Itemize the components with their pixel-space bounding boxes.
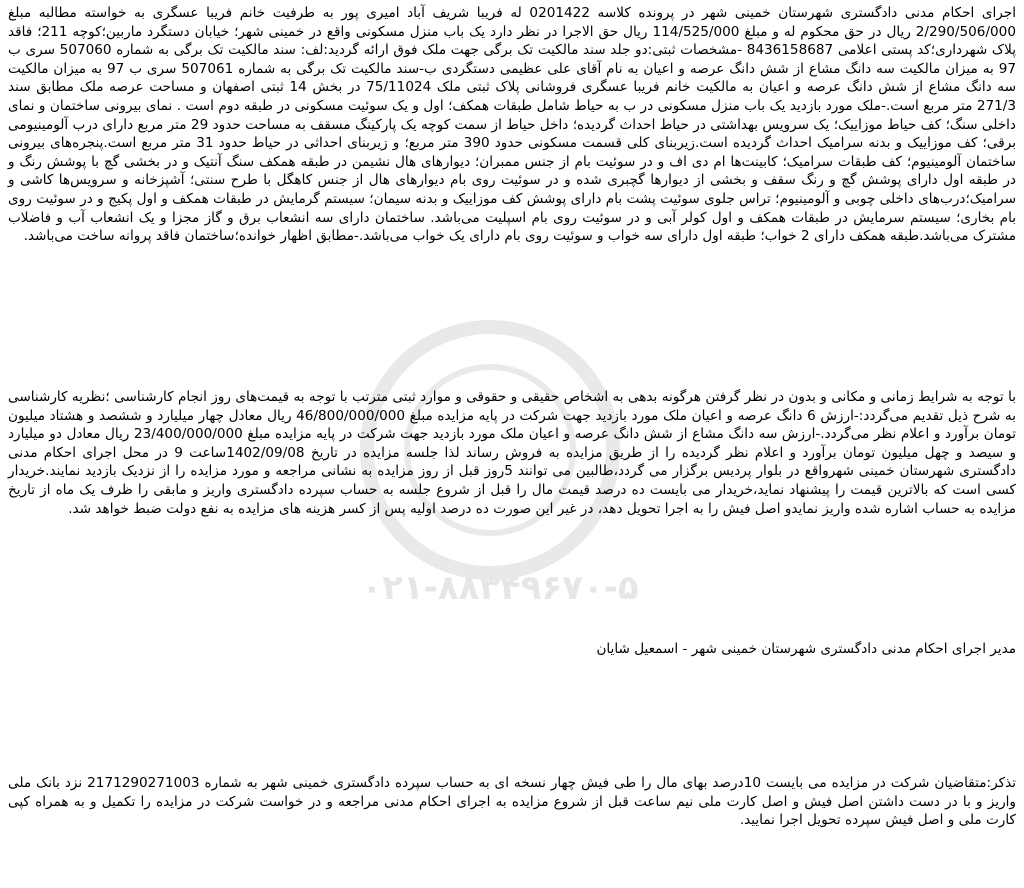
auction-description-paragraph: اجرای احکام مدنی دادگستری شهرستان خمینی شهر در پرونده کلاسه 0201422 له فریبا شریف آباد امیری پور به طرفیت خانم فریبا عسگری به خواسته مطالبه مبلغ 2/290/506/000 ریال در حق محکوم له و مبلغ 114/525/000 ریال حق الاجرا در نظر دارد یک باب منزل مسکونی واقع در خمینی شهر؛ خیابان دستگرد ماربین؛کوچه 211؛ فاقد پلاک شهرداری؛کد پستی اعلامی 8436158687 -مشخصات ثبتی:دو جلد سند مالکیت تک برگی جهت ملک فوق ارائه گردید:لف: سند مالکیت تک برگی به شماره 507060 سری ب 97 به میزان مالکیت سه دانگ مشاع از شش دانگ عرصه و اعیان به نام آقای علی عظیمی دستگردی ب-سند مالکیت تک برگی به شماره 507061 سری ب 97 به میزان مالکیت سه دانگ مشاع از شش دانگ عرصه و اعیان به مالکیت خانم فریبا عسگری فروشانی پلاک ثبتی ملک 75/11024 در بخش 14 ثبتی اصفهان و مساحت عرصه ملک مطابق سند 271/3 متر مربع است.-ملک مورد بازدید یک باب منزل مسکونی در ب به حیاط شامل طبقات همکف؛ اول و یک سوئیت مسکونی در طبقه دوم است . نمای بیرونی ساختمان و نمای داخلی سنگ؛ کف حیاط موزاییک؛ یک سرویس بهداشتی در حیاط احداث گردیده؛ داخل حیاط از سمت کوچه یک پارکینگ مسقف به مساحت حدود 29 متر مربع دارای درب آلومینیومی برقی؛ کف موزاییک و بدنه سرامیک احداث گردیده است.زیربنای کلی قسمت مسکونی حدود 390 متر مربع؛ و زیربنای احداثی در حیاط حدود 31 متر مربع است.پنجره‌های بیرونی ساختمان آلومینیوم؛ کف طبقات سرامیک؛ کابینت‌ها ام دی اف و در سوئیت بام از جنس ممبران؛ دیوارهای هال نشیمن در طبقه همکف سنگ آنتیک و در بخشی گچ با پوشش رنگ و در طبقه اول دارای پوشش گچ و رنگ سقف و بخشی از دیوارها گچبری شده و در سوئیت روی بام دیوارهای هال از جنس کاهگل با طرح سنتی؛ آشپزخانه و سرویس‌ها کاشی و سرامیک؛درب‌های داخلی چوبی و آلومینیوم؛ تراس جلوی سوئیت پشت بام دارای پوشش کف موزاییک و بدنه سیمان؛ سیستم گرمایش در طبقات همکف و اول پکیج و در سوئیت روی بام بخاری؛ سیستم سرمایش در طبقات همکف و اول کولر آبی و در سوئیت روی بام اسپلیت می‌باشد. ساختمان دارای سه انشعاب برق و گاز مجزا و یک انشعاب آب و فاضلاب مشترک می‌باشد.طبقه همکف دارای 2 خواب؛ طبقه اول دارای سه خواب و سوئیت روی بام دارای یک خواب می‌باشد.-مطابق اظهار خوانده؛ساختمان فاقد پروانه ساخت می‌باشد. xyxy=(8,5,1016,245)
signature-line: مدیر اجرای احکام مدنی دادگستری شهرستان خمینی شهر - اسمعیل شایان xyxy=(596,641,1016,657)
watermark-phone: ۰۲۱-۸۸۳۴۹۶۷۰-۵ xyxy=(361,568,639,608)
auction-terms-paragraph: با توجه به شرایط زمانی و مکانی و بدون در نظر گرفتن هرگونه بدهی به اشخاص حقیقی و حقوقی و موارد ثبتی مترتب با توجه به قیمت‌های روز انجام کارشناسی ؛نظریه کارشناسی به شرح ذیل تقدیم می‌گردد:-ارزش 6 دانگ عرصه و اعیان ملک مورد بازدید جهت شرکت در پایه مزایده مبلغ 46/800/000/000 ریال معادل چهار میلیارد و ششصد و هشتاد میلیون تومان برآورد و اعلام نظر می‌گردد.-ارزش سه دانگ مشاع از شش دانگ عرصه و اعیان ملک مورد بازدید جهت شرکت در پایه مزایده مبلغ 23/400/000/000 ریال معادل دو میلیارد و سیصد و چهل میلیون تومان برآورد و اعلام نظر گردیده را از طریق مزایده به فروش رساند لذا جلسه مزایده در تاریخ 1402/09/08ساعت 9 در محل اجرای احکام مدنی دادگستری شهرستان خمینی شهرواقع در بلوار پردیس برگزار می گردد،طالبین می توانند 5روز قبل از روز مزایده به نشانی مراجعه و مورد مزایده را از نزدیک بازدید نمایند.خریدار کسی است که بالاترین قیمت را پیشنهاد نماید،خریدار می بایست ده درصد قیمت مال را قبل از شروع جلسه به حساب سپرده دادگستری واریز و مابقی را ظرف یک ماه از تاریخ مزایده به حساب اشاره شده واریز نمایدو اصل فیش را به اجرا تحویل دهد، در غیر این صورت ده درصد اولیه پس از کسر هزینه های مزایده به نفع دولت ضبط خواهد شد. xyxy=(8,389,1017,517)
note-paragraph: تذکر:متقاضیان شرکت در مزایده می بایست 10درصد بهای مال را طی فیش چهار نسخه ای به حساب سپرده دادگستری خمینی شهر به شماره 2171290271003 نزد بانک ملی واریز و با در دست داشتن اصل فیش و اصل کارت ملی نیم ساعت قبل از شروع مزایده به اجرای احکام مدنی مراجعه و در خواست شرکت در مزایده را تکمیل و به همراه کپی کارت ملی و اصل فیش سپرده تحویل اجرا نمایید. xyxy=(8,775,1016,829)
